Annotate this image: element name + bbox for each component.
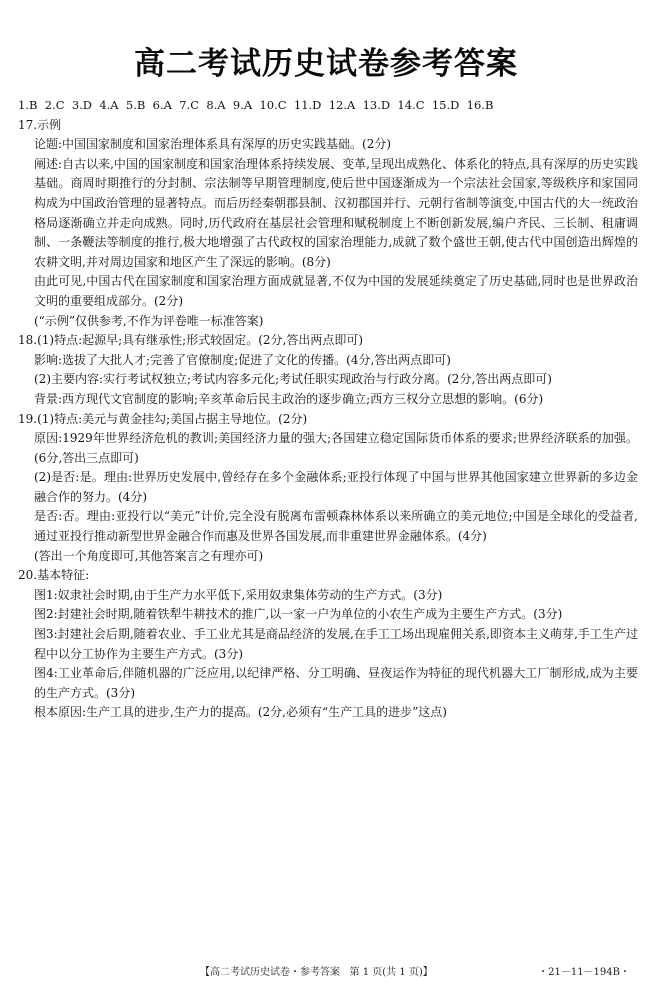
q18-part2-background: 背景:西方现代文官制度的影响;辛亥革命后民主政治的逐步确立;西方三权分立思想的影响。(6分) xyxy=(34,391,544,406)
multiple-choice-answers: 1.B 2.C 3.D 4.A 5.B 6.A 7.C 8.A 9.A 10.C 11.D 12.A 13.D 14.C 15.D 16.B xyxy=(18,98,494,112)
question-20 xyxy=(18,566,638,723)
question-19 xyxy=(18,410,638,567)
q19-part1-reasons: 原因:1929年世界经济危机的教训;美国经济力量的强大;各国建立稳定国际货币体系的要求;世界经济联系的加强。(6分,答出三点即可) xyxy=(34,431,638,465)
footer-page-info: 【高二考试历史试卷・参考答案 第 1 页(共 1 页)】 xyxy=(200,967,433,978)
q17-heading: 17.示例 xyxy=(18,117,62,132)
question-17 xyxy=(18,116,638,332)
q19-part1-features: 19.(1)特点:美元与黄金挂勾;美国占据主导地位。(2分) xyxy=(18,411,308,426)
page-footer xyxy=(0,963,652,979)
q17-elaboration: 阐述:自古以来,中国的国家制度和国家治理体系持续发展、变革,呈现出成熟化、体系化的特点,具有深厚的历史实践基础。商周时期推行的分封制、宗法制等早期管理制度,使后世中国逐渐成为一个宗法社会国家,等级秩序和家国同构成为中国政治管理的显著特点。而后历经秦朝郡县制、汉初郡国并行、元朝行省制等演变,中国古代的大一统政治格局逐渐确立并走向成熟。同时,历代政府在基层社会管理和赋税制度上不断创新发展,编户齐民、三长制、租庸调制、一条鞭法等制度的推行,极大地增强了古代政权的国家治理能力,成就了数个盛世王朝,使古代中国创造出辉煌的农耕文明,并对周边国家和地区产生了深远的影响。(8分) xyxy=(34,156,638,269)
q19-note: (答出一个角度即可,其他答案言之有理亦可) xyxy=(34,548,264,563)
answer-content xyxy=(18,96,638,723)
q20-figure3: 图3:封建社会后期,随着农业、手工业尤其是商品经济的发展,在手工工场出现雇佣关系,即资本主义萌芽,手工生产过程中以分工协作为主要生产方式。(3分) xyxy=(34,627,638,661)
footer-exam-code: ・21－11－194B・ xyxy=(538,967,630,978)
q20-root-cause: 根本原因:生产工具的进步,生产力的提高。(2分,必须有“生产工具的进步”这点) xyxy=(34,705,447,720)
question-18 xyxy=(18,331,638,409)
q20-heading: 20.基本特征: xyxy=(18,568,90,583)
q19-part2-no: 是否:否。理由:亚投行以“美元”计价,完全没有脱离布雷顿森林体系以来所确立的美元地位;中国是全球化的受益者,通过亚投行推动新型世界金融合作而惠及世界各国发展,而非重建世界金融体系。(4分) xyxy=(34,509,638,544)
page-title: 高二考试历史试卷参考答案 xyxy=(134,46,518,82)
q18-part2-content: (2)主要内容:实行考试权独立;考试内容多元化;考试任职实现政治与行政分离。(2分,答出两点即可) xyxy=(34,372,552,387)
q18-part1-features: 18.(1)特点:起源早;具有继承性;形式较固定。(2分,答出两点即可) xyxy=(18,333,364,348)
q17-thesis: 论题:中国国家制度和国家治理体系具有深厚的历史实践基础。(2分) xyxy=(34,137,392,152)
q20-figure4: 图4:工业革命后,伴随机器的广泛应用,以纪律严格、分工明确、昼夜运作为特征的现代机器大工厂制形成,成为主要的生产方式。(3分) xyxy=(34,666,638,700)
q20-figure2: 图2:封建社会时期,随着铁犁牛耕技术的推广,以一家一户为单位的小农生产成为主要生产方式。(3分) xyxy=(34,607,563,622)
q20-figure1: 图1:奴隶社会时期,由于生产力水平低下,采用奴隶集体劳动的生产方式。(3分) xyxy=(34,587,443,602)
q18-part1-impact: 影响:选拔了大批人才;完善了官僚制度;促进了文化的传播。(4分,答出两点即可) xyxy=(34,352,451,367)
q19-part2-yes: (2)是否:是。理由:世界历史发展中,曾经存在多个金融体系;亚投行体现了中国与世界其他国家建立世界新的多边金融合作的努力。(4分) xyxy=(34,470,638,504)
q17-note: (“示例”仅供参考,不作为评卷唯一标准答案) xyxy=(34,313,264,328)
q17-conclusion: 由此可见,中国古代在国家制度和国家治理方面成就显著,不仅为中国的发展延续奠定了历史基础,同时也是世界政治文明的重要组成部分。(2分) xyxy=(34,274,638,308)
